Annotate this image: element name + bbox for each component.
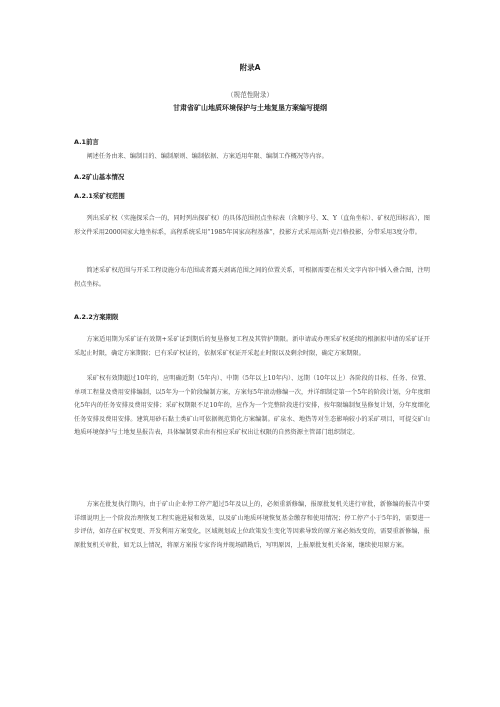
section-heading-preface: A.1前言 [74, 138, 99, 146]
section-heading-mine-info: A.2矿山基本情况 [74, 173, 125, 181]
preface-paragraph: 阐述任务由来、编制目的、编制原则、编制依据、方案适用年限、编制工作概况等内容。 [86, 153, 328, 160]
normative-label: （规范性附录） [226, 91, 274, 99]
mining-scope-paragraph-1: 列出采矿权（实施探采合一的，同时列出探矿权）的具体范围拐点坐标表（含顺序号、X、Y（直角坐标）、矿权范围标高），图形文件采用2000国家大地坐标系，高程系统采用“1985年国家高程基准”，投影方式采用高斯·克吕格投影，分带采用3度分带。 [74, 215, 430, 236]
mining-scope-paragraph-2: 简述采矿权范围与开采工程设施分布范围或者露天剥离范围之间的位置关系，可根据需要在相关文字内容中插入叠合图，注明拐点坐标。 [74, 267, 430, 288]
appendix-label: 附录A [239, 63, 261, 72]
document-title: 甘肃省矿山地质环境保护与土地复垦方案编写提纲 [173, 104, 327, 112]
plan-period-paragraph-2: 采矿权有效期超过10年的，应明确近期（5年内）、中期（5年以上10年内）、远期（10年以上）各阶段的目标、任务、位置、单项工程量及费用安排编制，以5年为一个阶段编制方案，方案每5年滚动修编一次，并详细制定第一个5年的阶段计划，分年度细化5年内的任务安排及费用安排；采矿权期限不足10年的，应作为一个完整阶段进行安排，按年限编制复垦修复计划，分年度细化任务安排及费用安排。建筑用砂石黏土类矿山可依据规范简化方案编制。矿泉水、地热等对生态影响较小的采矿项目，可提交矿山地质环境保护与土地复垦报告表，具体编制要求由有相应采矿权出让权限的自然资源主管部门组织制定。 [74, 375, 430, 437]
section-heading-mining-scope: A.2.1采矿权范围 [74, 192, 125, 200]
section-heading-plan-period: A.2.2方案期限 [74, 313, 119, 321]
plan-period-paragraph-1: 方案适用期为采矿证有效期+采矿证到期后的复垦修复工程及其管护期限。新申请或办理采矿权延续的根据拟申请的采矿证开采起止时限，确定方案期限；已有采矿权证的，依据采矿权证开采起止时限以及剩余时限，确定方案期限。 [74, 336, 430, 357]
plan-period-paragraph-3: 方案在批复执行期内，由于矿山企业停工停产超过5年及以上的，必须重新修编，报原批复机关进行审批，新修编的报告中要详细说明上一个阶段治理恢复工程实施进展和效果，以及矿山地质环境恢复基金缴存和使用情况；停工停产小于5年的，需要进一步评估，如存在矿权变更、开发利用方案变化，区域规划或上位政策发生变化等因素导致的原方案必须改变的，需要重新修编，报原批复机关审批，如无以上情况，将原方案报专家咨询并现场踏勘后，写明原因，上报原批复机关备案，继续使用原方案。 [74, 501, 430, 549]
